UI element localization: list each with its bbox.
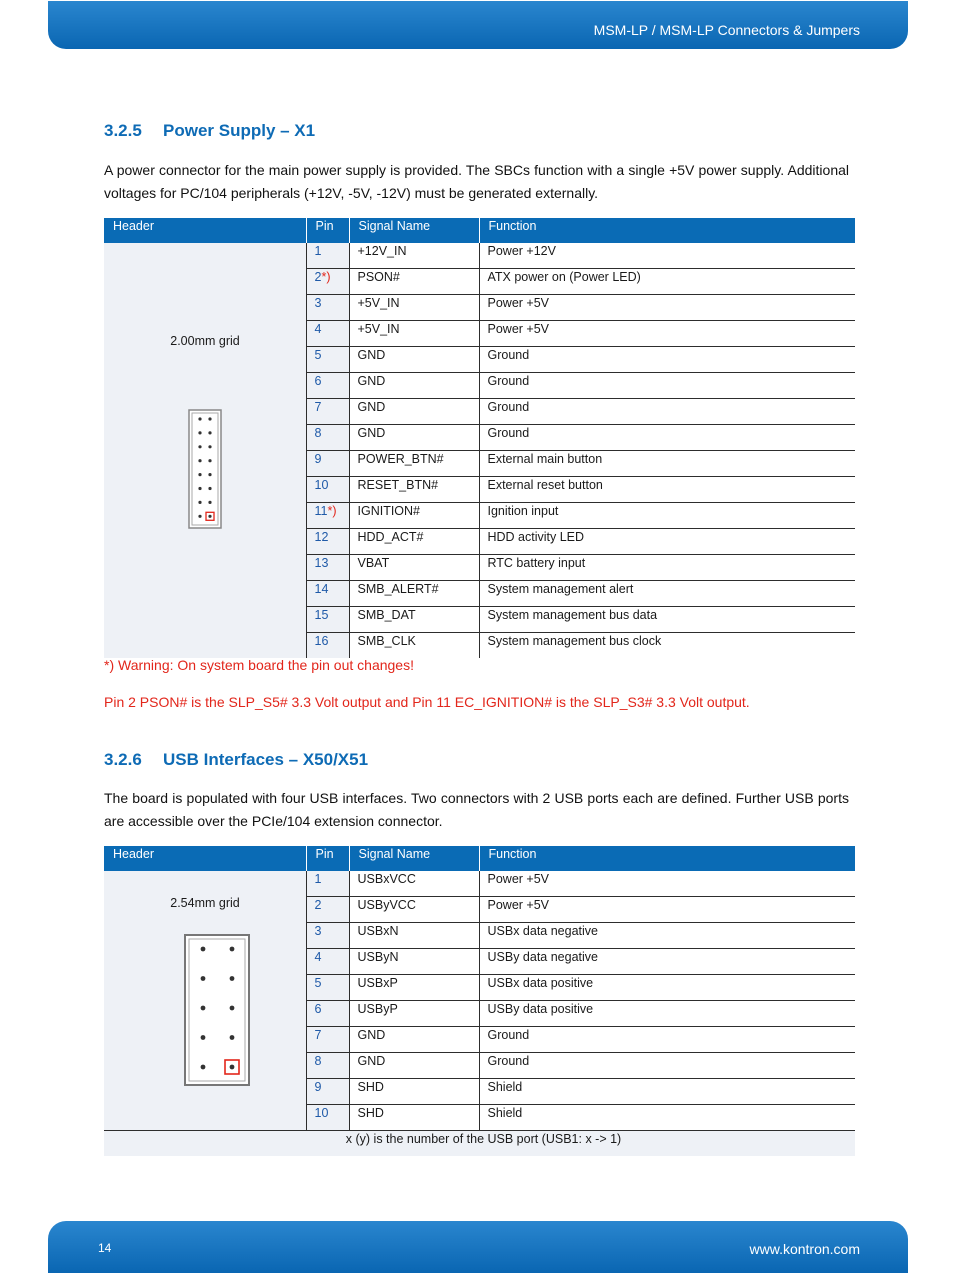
signal-name: PSON# [349, 269, 479, 295]
signal-name: USByVCC [349, 897, 479, 923]
signal-name: USBxP [349, 975, 479, 1001]
pin-number [306, 321, 349, 347]
pin-number: 4 [306, 949, 349, 975]
signal-name: USBxN [349, 923, 479, 949]
usb-pin-table [104, 846, 855, 1156]
pin-number: 9 [306, 1079, 349, 1105]
pin-number: 2 [306, 897, 349, 923]
signal-name: IGNITION# [349, 503, 479, 529]
power-supply-pin-table [104, 218, 855, 658]
signal-name: USByN [349, 949, 479, 975]
pin-number [306, 347, 349, 373]
section-heading-power-supply [104, 121, 315, 141]
pin-number: 8 [306, 1053, 349, 1079]
function: HDD activity LED [479, 529, 855, 555]
function: Shield [479, 1105, 855, 1131]
pin-warning-mark: *) [327, 504, 337, 518]
pin-value: 14 [314, 582, 329, 596]
signal-name: GND [349, 347, 479, 373]
function: External reset button [479, 477, 855, 503]
function: Ground [479, 1027, 855, 1053]
pin-number [306, 555, 349, 581]
signal-name: GND [349, 373, 479, 399]
function: USBx data positive [479, 975, 855, 1001]
pinout-warning: *) Warning: On system board the pin out changes! [104, 657, 414, 673]
pin-number [306, 243, 349, 269]
column-signal-name: Signal Name [349, 846, 479, 871]
function: Power +12V [479, 243, 855, 269]
footer-band [48, 1221, 908, 1273]
pin-number [306, 477, 349, 503]
column-pin: Pin [306, 218, 349, 243]
signal-name: SHD [349, 1105, 479, 1131]
table-row [104, 243, 855, 269]
column-header: Header [104, 846, 306, 871]
function: Power +5V [479, 871, 855, 897]
function: Power +5V [479, 897, 855, 923]
pin-value: 6 [314, 374, 322, 388]
pin-warning-mark: *) [321, 270, 331, 284]
pin-value: 2 [314, 270, 322, 284]
connector-2x5-icon [184, 934, 250, 1086]
slp-output-note: Pin 2 PSON# is the SLP_S5# 3.3 Volt output and Pin 11 EC_IGNITION# is the SLP_S3# 3.3 Volt output. [104, 694, 750, 710]
pin-value: 11 [314, 504, 328, 518]
function: Ground [479, 399, 855, 425]
pin-value: 5 [314, 348, 322, 362]
signal-name: SHD [349, 1079, 479, 1105]
header-cell [104, 871, 306, 1131]
pin-number [306, 607, 349, 633]
section-number: 3.2.5 [104, 121, 142, 140]
function: Power +5V [479, 295, 855, 321]
function: USBy data positive [479, 1001, 855, 1027]
pin-value: 8 [314, 426, 322, 440]
signal-name: GND [349, 1027, 479, 1053]
signal-name: SMB_DAT [349, 607, 479, 633]
function: Ground [479, 1053, 855, 1079]
function: Ground [479, 347, 855, 373]
pin-number [306, 295, 349, 321]
pin-value: 13 [314, 556, 329, 570]
signal-name: SMB_CLK [349, 633, 479, 659]
pin-value: 15 [314, 608, 329, 622]
pin-value: 1 [314, 244, 322, 258]
pin-number [306, 503, 349, 529]
signal-name: VBAT [349, 555, 479, 581]
pin-number: 1 [306, 871, 349, 897]
section-title: Power Supply – X1 [163, 121, 316, 140]
pin-number [306, 581, 349, 607]
connector-2x8-icon [188, 409, 222, 529]
website-link[interactable]: www.kontron.com [749, 1241, 860, 1257]
signal-name: GND [349, 1053, 479, 1079]
function: USBx data negative [479, 923, 855, 949]
pin-number [306, 529, 349, 555]
function: Power +5V [479, 321, 855, 347]
signal-name: HDD_ACT# [349, 529, 479, 555]
pin-number [306, 373, 349, 399]
pin-value: 3 [314, 296, 322, 310]
function: Ground [479, 373, 855, 399]
pin-value: 9 [314, 452, 322, 466]
pin-value: 4 [314, 322, 322, 336]
function: ATX power on (Power LED) [479, 269, 855, 295]
pin-number: 5 [306, 975, 349, 1001]
power-supply-intro: A power connector for the main power supply is provided. The SBCs function with a single +5V power supply. Additional voltages for PC/104 peripherals (+12V, -5V, -12V) must be generated externally. [104, 162, 849, 201]
function: USBy data negative [479, 949, 855, 975]
header-cell [104, 243, 306, 658]
pin-value: 12 [314, 530, 329, 544]
header-band [48, 1, 908, 49]
pin-value: 10 [314, 478, 329, 492]
signal-name: +5V_IN [349, 321, 479, 347]
table-footnote-row [104, 1131, 855, 1157]
table-row [104, 871, 855, 897]
function: RTC battery input [479, 555, 855, 581]
section-number: 3.2.6 [104, 750, 142, 769]
signal-name: USBxVCC [349, 871, 479, 897]
column-signal-name: Signal Name [349, 218, 479, 243]
pin-number [306, 399, 349, 425]
column-function: Function [479, 218, 855, 243]
signal-name: +5V_IN [349, 295, 479, 321]
column-header: Header [104, 218, 306, 243]
pin-value: 7 [314, 400, 322, 414]
signal-name: GND [349, 425, 479, 451]
grid-label: 2.00mm grid [170, 334, 240, 348]
column-pin: Pin [306, 846, 349, 871]
function: System management alert [479, 581, 855, 607]
pin-number [306, 425, 349, 451]
grid-label: 2.54mm grid [170, 896, 240, 910]
document-title: MSM-LP / MSM-LP Connectors & Jumpers [593, 22, 860, 38]
signal-name: RESET_BTN# [349, 477, 479, 503]
column-function: Function [479, 846, 855, 871]
signal-name: +12V_IN [349, 243, 479, 269]
pin-value: 16 [314, 634, 329, 648]
signal-name: POWER_BTN# [349, 451, 479, 477]
pin-number: 7 [306, 1027, 349, 1053]
pin-number [306, 451, 349, 477]
page-number: 14 [98, 1241, 112, 1255]
signal-name: USByP [349, 1001, 479, 1027]
function: External main button [479, 451, 855, 477]
pin-number [306, 633, 349, 659]
pin-number: 3 [306, 923, 349, 949]
function: System management bus data [479, 607, 855, 633]
usb-port-footnote: x (y) is the number of the USB port (USB1: x -> 1) [104, 1131, 855, 1157]
pin-number: 10 [306, 1105, 349, 1131]
function: Ignition input [479, 503, 855, 529]
function: Ground [479, 425, 855, 451]
function: System management bus clock [479, 633, 855, 659]
section-heading-usb-interfaces [104, 750, 368, 770]
pin-number: 6 [306, 1001, 349, 1027]
signal-name: SMB_ALERT# [349, 581, 479, 607]
usb-intro: The board is populated with four USB interfaces. Two connectors with 2 USB ports each are defined. Further USB ports are accessible over the PCIe/104 extension connector. [104, 790, 849, 829]
section-title: USB Interfaces – X50/X51 [163, 750, 369, 769]
signal-name: GND [349, 399, 479, 425]
pin-number [306, 269, 349, 295]
function: Shield [479, 1079, 855, 1105]
